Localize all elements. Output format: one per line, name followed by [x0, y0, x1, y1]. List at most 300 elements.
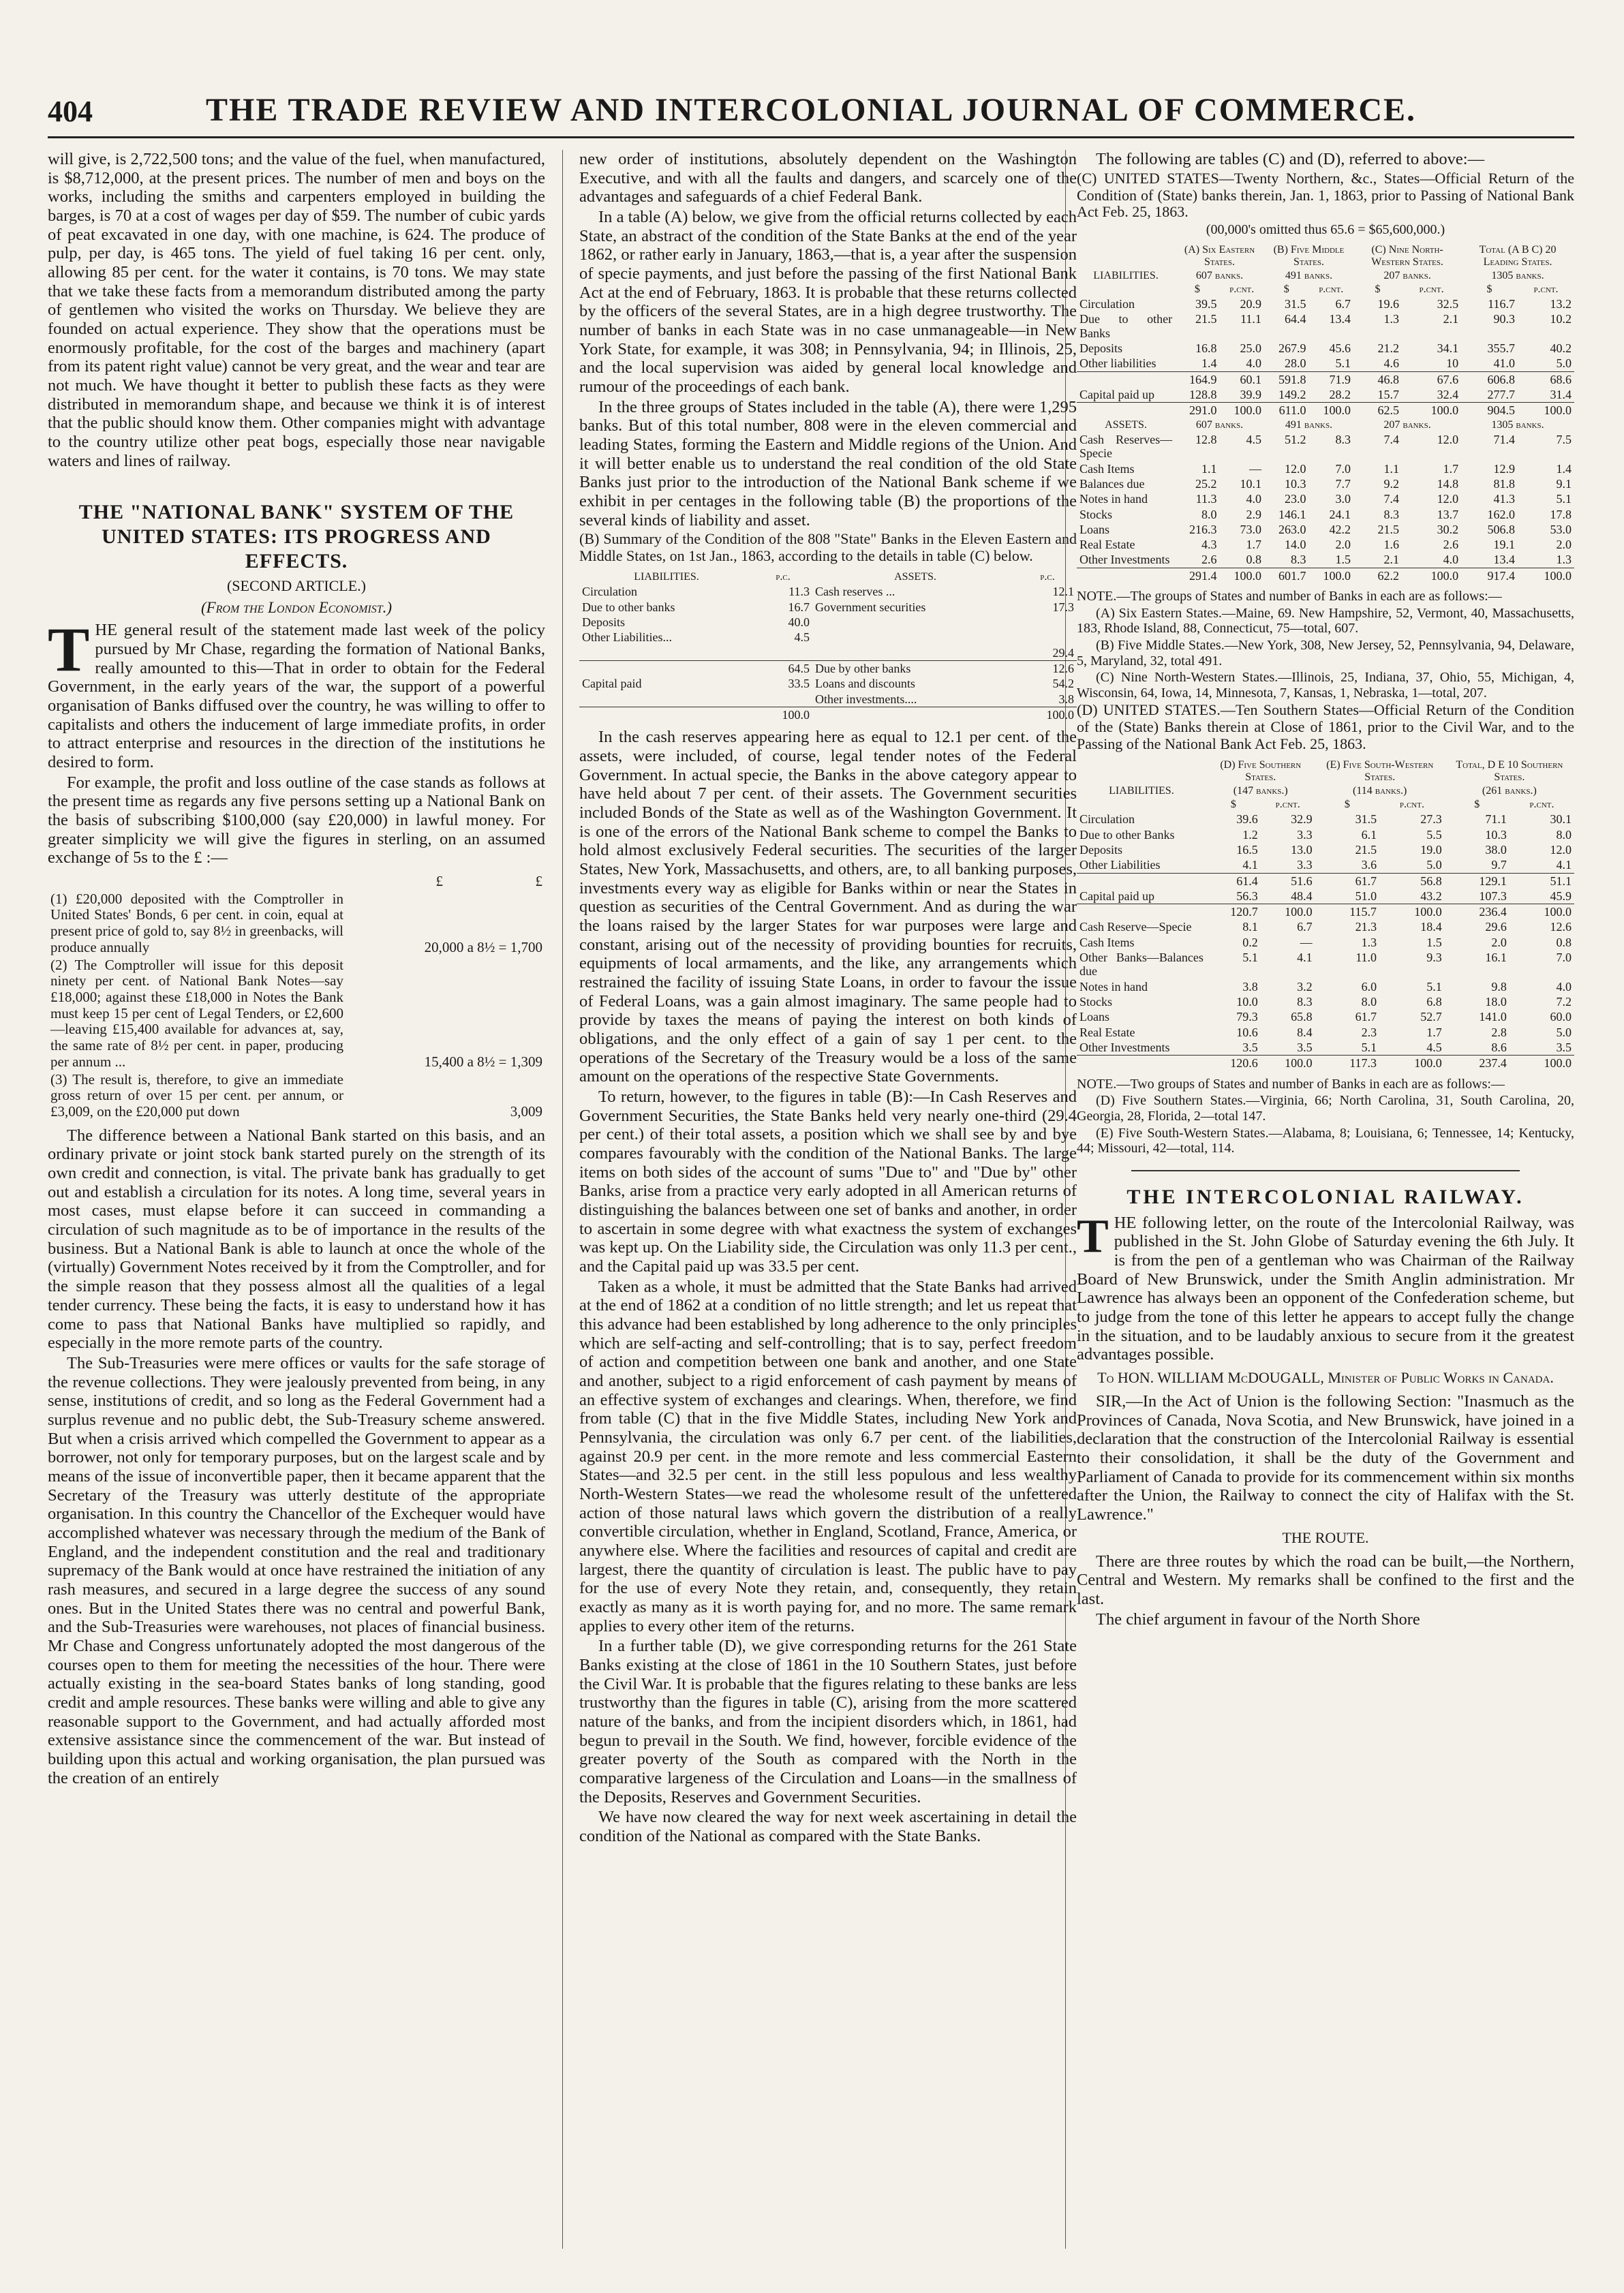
article-headline: THE INTERCOLONIAL RAILWAY.: [1127, 1185, 1525, 1208]
table-cell: 51.1: [1510, 873, 1574, 889]
table-c: [1077, 243, 1574, 583]
table-cell: 17.8: [1550, 507, 1572, 521]
note-item: (D) Five Southern States.—Virginia, 66; North Carolina, 31, South Carolina, 20, Georgia, 28, Florida, 2—total 147.: [1077, 1093, 1574, 1124]
table-cell: 100.0: [1379, 904, 1445, 920]
table-cell: 611.0: [1264, 403, 1309, 418]
table-cell: 237.4: [1445, 1056, 1510, 1071]
table-row: [579, 707, 1077, 722]
table-cell: 120.7: [1206, 904, 1261, 920]
table-cell: 21.2: [1377, 341, 1399, 356]
table-cell: 48.4: [1291, 889, 1313, 903]
column-header: (147 banks.): [1233, 785, 1288, 797]
row-label: Circulation: [582, 585, 637, 599]
table-cell: 19.1: [1493, 538, 1515, 552]
note-item: (E) Five South-Western States.—Alabama, 8; Louisiana, 6; Tennessee, 14; Kentucky, 44; Missouri, 42—total, 114.: [1077, 1125, 1574, 1156]
table-cell: 107.3: [1479, 889, 1507, 903]
table-cell: 3.0: [1335, 492, 1351, 506]
table-cell: 291.0: [1175, 403, 1219, 418]
row-label: Capital paid up: [1079, 889, 1154, 903]
table-cell: 56.3: [1236, 889, 1258, 903]
table-row: [579, 692, 1077, 707]
table-cell: 6.7: [1335, 297, 1351, 311]
table-cell: 62.2: [1353, 568, 1402, 583]
table-cell: —: [1248, 461, 1261, 476]
table-row: [1077, 269, 1574, 283]
row-label: Circulation: [1079, 812, 1135, 827]
column-header: [1077, 283, 1175, 296]
table-cell: 100.0: [1220, 568, 1264, 583]
row-label: Other Investments: [1079, 553, 1170, 567]
table-cell: 8.3: [1297, 995, 1313, 1009]
column-header: 207 banks.: [1383, 418, 1431, 431]
table-cell: 100.0: [1510, 904, 1574, 920]
column-header: Total (A B C) 20 Leading States.: [1479, 243, 1557, 268]
table-cell: 9.1: [1556, 476, 1572, 491]
table-cell: 14.0: [1284, 538, 1306, 552]
column-header: 491 banks.: [1285, 270, 1333, 281]
table-cell: 21.3: [1355, 920, 1377, 934]
table-cell: 6.0: [1361, 979, 1377, 994]
article-headline: THE "NATIONAL BANK" SYSTEM OF THE UNITED STATES: ITS PROGRESS AND EFFECTS.: [78, 501, 515, 573]
row-label: [1077, 371, 1175, 387]
table-cell: 4.0: [1556, 979, 1572, 994]
table-cell: 100.0: [1510, 1056, 1574, 1071]
table-cell: 16.8: [1195, 341, 1217, 356]
table-cell: 2.8: [1491, 1025, 1507, 1039]
running-title: THE TRADE REVIEW AND INTERCOLONIAL JOURNAL OF COMMERCE.: [205, 92, 1416, 128]
column-header: $: [1375, 283, 1381, 296]
table-cell: 5.1: [1335, 356, 1351, 371]
row-label: [812, 615, 1018, 630]
table-cell: 100.0: [1402, 403, 1461, 418]
table-row: [1077, 243, 1574, 269]
column-header: LIABILITIES.: [1093, 270, 1159, 281]
calc-value: 3,009: [510, 1103, 542, 1120]
table-cell: 8.3: [1383, 507, 1399, 521]
calc-item: (1) £20,000 deposited with the Comptroller in United States' Bonds, 6 per cent. in coin, equal at present price of gold to, say 8½ in greenbacks, will produce annually: [50, 890, 343, 955]
table-cell: 8.1: [1242, 920, 1258, 934]
table-cell: 9.2: [1383, 476, 1399, 491]
note-item: (C) Nine North-Western States.—Illinois, 25, Indiana, 37, Ohio, 55, Michigan, 4, Wisconsin, 64, Iowa, 14, Minnesota, 7, Kansas, 1, Nebraska, 1—total, 207.: [1077, 670, 1574, 701]
column-header: 1305 banks.: [1491, 418, 1544, 431]
table-cell: 4.5: [1246, 432, 1261, 446]
table-cell: 12.1: [1052, 585, 1074, 599]
table-cell: 10.2: [1550, 312, 1572, 326]
table-cell: 71.1: [1485, 812, 1507, 827]
paragraph: SIR,—In the Act of Union is the following Section: "Inasmuch as the Provinces of Canada, Nova Scotia, and New Brunswick, have joined in a declaration that the construction of the Intercolonial Railway is essential to their consolidation, it shall be the duty of the Government and Parliament of Canada to provide for its commencement within six months after the Union, the Railway to connect the city of Halifax with the St. Lawrence.": [1077, 1391, 1574, 1524]
paragraph: THE following letter, on the route of the Intercolonial Railway, was published in the St. John Globe of Saturday evening the 6th July. It is from the pen of a gentleman who was Chairman of the Railway Board of New Brunswick, under the Smith Anglin administration. Mr Lawrence has always been an opponent of the Confederation scheme, but to judge from the tone of this letter he appears to accept fully the change in the situation, and to be laudably anxious to secure from it the greatest advantages possible.: [1077, 1210, 1574, 1364]
table-cell: 40.0: [788, 615, 810, 629]
row-label: [812, 630, 1018, 645]
column-header: p.cnt.: [1533, 283, 1559, 296]
row-label: [579, 692, 754, 707]
table-row: [1077, 403, 1574, 418]
table-cell: 21.5: [1195, 312, 1217, 326]
table-cell: 3.8: [1058, 692, 1074, 706]
table-cell: 68.6: [1518, 371, 1574, 387]
table-row: [1077, 371, 1574, 387]
table-row: [1077, 568, 1574, 583]
table-row: [1077, 994, 1574, 1009]
table-cell: 25.0: [1240, 341, 1261, 356]
table-row: [1077, 950, 1574, 979]
table-cell: 601.7: [1264, 568, 1309, 583]
row-label: Due to other Banks: [1079, 827, 1175, 842]
table-row: [1077, 418, 1574, 432]
row-label: Other Liabilities: [1079, 858, 1161, 872]
table-cell: 21.5: [1355, 842, 1377, 857]
table-row: [1077, 812, 1574, 827]
table-cell: 46.8: [1353, 371, 1402, 387]
row-label: Due to other banks: [582, 600, 675, 614]
note-item: (A) Six Eastern States.—Maine, 69. New Hampshire, 52, Vermont, 40, Massachusetts, 183, Rhode Island, 88, Connecticut, 75—total, 607.: [1077, 605, 1574, 636]
table-cell: 30.1: [1550, 812, 1572, 827]
paragraph: The difference between a National Bank started on this basis, and an ordinary private or joint stock bank started purely on the strength of its own credit and connection, is vital. The private bank has gradually to get out and establish a circulation for its notes. A long time, several years in most cases, must elapse before it can succeed in commanding a circulation of such magnitude as to be of importance in the results of the business. But a National Bank is able to launch at once the whole of the (virtually) Government Notes received by it from the Comptroller, and for the simple reason that they possess almost all the qualities of a legal tender currency. These being the facts, it is easy to understand how it has come to pass that National Banks have multiplied so rapidly, and especially in the more remote parts of the country.: [48, 1126, 545, 1353]
table-cell: 1.5: [1426, 935, 1442, 949]
row-label: [812, 645, 1018, 661]
table-row: [579, 615, 1077, 630]
table-cell: 13.4: [1329, 312, 1351, 326]
table-cell: 2.6: [1443, 538, 1459, 552]
table-cell: 1.3: [1361, 935, 1377, 949]
page-number: 404: [48, 95, 93, 128]
column-2: [579, 150, 1077, 2249]
table-row: [579, 584, 1077, 599]
row-label: Stocks: [1079, 995, 1113, 1009]
paragraph: THE general result of the statement made last week of the policy pursued by Mr Chase, regarding the formation of National Banks, really amounted to this—That in order to obtain for the Federal Government, in the early years of the war, the support of a powerful organisation of Banks diffused over the country, he was willing to offer to capitalists and others the inducement of large immediate profits, in order to attract enterprise and resources in the direction of the institutions he desired to form.: [48, 615, 545, 771]
table-cell: 100.0: [1379, 1056, 1445, 1071]
column-header: p.cnt.: [1419, 283, 1444, 296]
table-cell: 267.9: [1278, 341, 1306, 356]
row-label: [1077, 403, 1175, 418]
table-cell: 8.4: [1297, 1025, 1313, 1039]
table-cell: 20.9: [1240, 297, 1261, 311]
table-row: [1077, 296, 1574, 311]
row-label: Real Estate: [1079, 538, 1135, 552]
table-cell: 2.0: [1556, 538, 1572, 552]
table-cell: 51.2: [1284, 432, 1306, 446]
table-cell: 31.5: [1355, 812, 1377, 827]
table-cell: 10.1: [1240, 476, 1261, 491]
column-header: p.cnt.: [1319, 283, 1344, 296]
table-cell: 1.1: [1383, 461, 1399, 476]
table-cell: 5.1: [1242, 951, 1258, 965]
table-cell: 10.0: [1236, 995, 1258, 1009]
table-cell: 1.5: [1335, 553, 1351, 567]
letter-address: To HON. WILLIAM McDOUGALL, Minister of Public Works in Canada.: [1097, 1369, 1554, 1387]
column-header: p.c.: [1040, 571, 1055, 583]
table-cell: 277.7: [1487, 388, 1515, 402]
table-cell: 3.3: [1297, 858, 1313, 872]
column-1: [48, 150, 545, 2249]
table-cell: 29.4: [1052, 645, 1074, 660]
table-cell: 60.1: [1220, 371, 1264, 387]
table-cell: 100.0: [1402, 568, 1461, 583]
table-cell: 13.2: [1550, 297, 1572, 311]
table-cell: 5.0: [1556, 356, 1572, 371]
table-cell: 164.9: [1175, 371, 1219, 387]
table-cell: 25.2: [1195, 476, 1217, 491]
column-header: $: [1474, 799, 1480, 811]
column-header: (C) Nine North-Western States.: [1371, 243, 1443, 268]
table-cell: 3.5: [1242, 1041, 1258, 1055]
table-cell: 162.0: [1487, 507, 1515, 521]
table-cell: 216.3: [1189, 522, 1217, 536]
table-cell: 10.3: [1485, 827, 1507, 842]
table-cell: 263.0: [1278, 522, 1306, 536]
paragraph: The following are tables (C) and (D), referred to above:—: [1096, 150, 1485, 168]
table-b: [579, 570, 1077, 722]
column-header: $: [1486, 283, 1492, 296]
paragraph: We have now cleared the way for next week ascertaining in detail the condition of the National as compared with the State Banks.: [579, 1808, 1077, 1846]
table-cell: 606.8: [1461, 371, 1518, 387]
row-label: [579, 660, 754, 676]
table-row: [1077, 356, 1574, 371]
article-source: (From the London Economist.): [200, 599, 393, 617]
currency-head: £: [535, 873, 542, 889]
table-cell: 54.2: [1052, 677, 1074, 691]
table-cell: 90.3: [1493, 312, 1515, 326]
table-row: [1077, 857, 1574, 873]
table-row: [579, 600, 1077, 615]
column-header: (114 banks.): [1353, 785, 1407, 797]
table-cell: 4.5: [794, 630, 810, 645]
section-divider: [1131, 1170, 1520, 1171]
table-cell: 18.4: [1420, 920, 1442, 934]
table-cell: 149.2: [1278, 388, 1306, 402]
column-header: [1077, 758, 1206, 784]
column-header: (B) Five Middle States.: [1273, 243, 1345, 268]
table-cell: 100.0: [1518, 568, 1574, 583]
table-cell: 120.6: [1206, 1056, 1261, 1071]
table-cell: 51.6: [1261, 873, 1315, 889]
table-cell: 17.3: [1052, 600, 1074, 614]
table-c-head: [1077, 243, 1574, 296]
table-cell: 4.3: [1201, 538, 1217, 552]
table-cell: 100.0: [1261, 1056, 1315, 1071]
table-cell: 40.2: [1550, 341, 1572, 356]
table-row: [1077, 491, 1574, 506]
table-cell: 1.3: [1383, 312, 1399, 326]
table-cell: 100.0: [1018, 707, 1077, 722]
table-cell: 52.7: [1420, 1010, 1442, 1024]
paragraph: To return, however, to the figures in table (B):—In Cash Reserves and Government Securities, the State Banks held very nearly one-third (29.4 per cent.) of their total assets, a position which we shall see by and bye compares favourably with the condition of the National Banks. The large items on both sides of the account of sums "Due to" and "Due by" other Banks, arise from a practice very early adopted in all American returns of distinguishing the balances between one set of banks and another, in order to ascertain in some degree with what exactness the system of exchanges was kept up. On the Liability side, the Circulation was only 11.3 per cent., and the Capital paid up was 33.5 per cent.: [579, 1087, 1077, 1276]
table-cell: 3.2: [1297, 979, 1313, 994]
column-3: [1077, 150, 1574, 2249]
table-cell: 904.5: [1461, 403, 1518, 418]
table-cell: 43.2: [1420, 889, 1442, 903]
table-cell: 28.0: [1284, 356, 1306, 371]
table-cell: [1018, 615, 1077, 630]
row-label: Real Estate: [1079, 1025, 1135, 1039]
table-cell: 1.2: [1242, 827, 1258, 842]
column-header: p.cnt.: [1229, 283, 1255, 296]
row-label: Other Banks—Balances due: [1079, 951, 1204, 979]
table-cell: 15.7: [1377, 388, 1399, 402]
table-cell: 2.3: [1361, 1025, 1377, 1039]
table-d-note-heading: NOTE.—Two groups of States and number of Banks in each are as follows:—: [1077, 1076, 1505, 1092]
table-cell: 13.7: [1437, 507, 1459, 521]
table-row: [1077, 889, 1574, 904]
table-c-note: (00,000's omitted thus 65.6 = $65,600,000.): [1206, 222, 1445, 238]
drop-cap: T: [48, 615, 90, 685]
table-cell: 16.5: [1236, 842, 1258, 857]
table-cell: 81.8: [1493, 476, 1515, 491]
table-cell: 8.0: [1361, 995, 1377, 1009]
table-cell: [754, 692, 812, 707]
table-cell: 2.0: [1491, 935, 1507, 949]
table-cell: 1.3: [1556, 553, 1572, 567]
table-cell: 16.7: [788, 600, 810, 614]
paragraph: For example, the profit and loss outline of the case stands as follows at the present time as regards any five persons setting up a National Bank on the basis of subscribing $100,000 (say £20,000) in lawful money. For greater simplicity we will give the figures in sterling, on an assumed exchange of 5s to the £ :—: [48, 773, 545, 867]
table-cell: 19.0: [1420, 842, 1442, 857]
column-header: LIABILITIES.: [1109, 785, 1174, 797]
column-header: 491 banks.: [1285, 418, 1333, 431]
table-cell: 8.3: [1335, 432, 1351, 446]
table-row: [1077, 507, 1574, 522]
table-cell: 2.1: [1383, 553, 1399, 567]
table-cell: 61.7: [1315, 873, 1379, 889]
table-cell: 506.8: [1487, 522, 1515, 536]
table-cell: 39.9: [1240, 388, 1261, 402]
profit-calculation: [48, 873, 545, 1121]
column-header: $: [1194, 283, 1200, 296]
table-cell: 18.0: [1485, 995, 1507, 1009]
table-row: [1077, 522, 1574, 537]
table-cell: 31.4: [1550, 388, 1572, 402]
table-c-caption: (C) UNITED STATES—Twenty Northern, &c., States—Official Return of the Condition of (State) banks therein, Jan. 1, 1863, prior to Passing of National Bank Act Feb. 25, 1863.: [1077, 169, 1574, 221]
table-cell: 6.7: [1297, 920, 1313, 934]
table-cell: 60.0: [1550, 1010, 1572, 1024]
table-row: [1077, 461, 1574, 476]
table-cell: 41.0: [1493, 356, 1515, 371]
table-row: [579, 676, 1077, 691]
table-cell: 67.6: [1402, 371, 1461, 387]
table-cell: 12.9: [1493, 461, 1515, 476]
table-cell: 12.0: [1284, 461, 1306, 476]
table-row: [1077, 784, 1574, 798]
table-cell: 42.2: [1329, 522, 1351, 536]
table-cell: 4.6: [1383, 356, 1399, 371]
table-cell: 71.9: [1308, 371, 1353, 387]
paragraph: In the three groups of States included in the table (A), there were 1,295 banks. But of this total number, 808 were in the eleven commercial and leading States, forming the Eastern and Middle regions of the Union. And it will better enable us to understand the real condition of the old State Banks just prior to the introduction of the National Bank scheme if we exhibit in per centages in the following table (B) the proportions of the several kinds of liability and asset.: [579, 397, 1077, 529]
row-label: [579, 645, 754, 661]
column-header: $: [1344, 799, 1350, 811]
table-cell: 41.3: [1493, 492, 1515, 506]
table-cell: 31.5: [1284, 297, 1306, 311]
table-cell: 355.7: [1487, 341, 1515, 356]
table-row: [1077, 1056, 1574, 1071]
row-label: Loans: [1079, 522, 1109, 536]
row-label: [1077, 568, 1175, 583]
table-cell: 100.0: [1261, 904, 1315, 920]
row-label: [1077, 873, 1206, 889]
table-cell: 32.9: [1291, 812, 1313, 827]
table-cell: 62.5: [1353, 403, 1402, 418]
table-cell: —: [1300, 935, 1313, 949]
table-cell: 4.1: [1242, 858, 1258, 872]
row-label: Loans and discounts: [814, 677, 915, 691]
table-cell: 6.8: [1426, 995, 1442, 1009]
column-header: ASSETS.: [894, 571, 936, 583]
table-cell: 1.7: [1443, 461, 1459, 476]
table-cell: 100.0: [1308, 403, 1353, 418]
row-label: Circulation: [1079, 297, 1135, 311]
table-cell: 129.1: [1445, 873, 1510, 889]
row-label: Cash Items: [1079, 461, 1135, 476]
table-cell: 8.0: [1201, 507, 1217, 521]
table-d-caption: (D) UNITED STATES.—Ten Southern States—Official Return of the Condition of the (State) Banks therein at Close of 1861, prior to the Civil War, and to the Passing of the National Bank Act Feb. 25, 1863.: [1077, 701, 1574, 753]
section-subhead: THE ROUTE.: [1282, 1528, 1369, 1546]
table-cell: 73.0: [1240, 522, 1261, 536]
table-row: [1077, 1025, 1574, 1040]
table-cell: 7.4: [1383, 492, 1399, 506]
table-cell: 5.0: [1426, 858, 1442, 872]
table-row: [1077, 904, 1574, 920]
table-cell: 100.0: [754, 707, 812, 722]
row-label: [812, 707, 1018, 722]
column-header: $: [1283, 283, 1289, 296]
table-cell: 3.5: [1297, 1041, 1313, 1055]
table-cell: 4.0: [1246, 492, 1261, 506]
table-row: [579, 645, 1077, 661]
table-row: [1077, 1009, 1574, 1024]
row-label: Government securities: [814, 600, 926, 614]
column-header: p.cnt.: [1399, 799, 1424, 811]
table-d: [1077, 758, 1574, 1071]
table-cell: 12.8: [1195, 432, 1217, 446]
row-label: Other Liabilities...: [582, 630, 672, 645]
table-cell: 9.8: [1491, 979, 1507, 994]
table-cell: 1.4: [1556, 461, 1572, 476]
table-row: [1077, 432, 1574, 461]
table-cell: 34.1: [1437, 341, 1459, 356]
calc-value: 20,000 a 8½ = 1,700: [424, 938, 542, 955]
row-label: Other investments....: [814, 692, 917, 706]
table-cell: 9.7: [1491, 858, 1507, 872]
table-cell: 39.6: [1236, 812, 1258, 827]
table-cell: 45.6: [1329, 341, 1351, 356]
table-cell: 61.7: [1355, 1010, 1377, 1024]
table-row: [1077, 283, 1574, 296]
table-cell: 11.3: [788, 585, 810, 599]
table-cell: 917.4: [1461, 568, 1518, 583]
table-cell: 8.3: [1290, 553, 1306, 567]
table-cell: 11.3: [1195, 492, 1217, 506]
table-cell: 2.1: [1443, 312, 1459, 326]
table-row: [579, 660, 1077, 676]
table-cell: 4.0: [1443, 553, 1459, 567]
table-cell: 3.8: [1242, 979, 1258, 994]
table-b-body: [579, 584, 1077, 722]
column-header: ASSETS.: [1105, 418, 1147, 431]
table-cell: 8.0: [1556, 827, 1572, 842]
table-cell: 8.6: [1491, 1041, 1507, 1055]
table-cell: 1.6: [1383, 538, 1399, 552]
row-label: Deposits: [1079, 341, 1122, 356]
table-cell: 71.4: [1493, 432, 1515, 446]
calc-item: (3) The result is, therefore, to give an immediate gross return of over 15 per cent. per annum, or £3,009, on the £20,000 put down: [50, 1071, 343, 1120]
paragraph: In the cash reserves appearing here as equal to 12.1 per cent. of the assets, were included, of course, legal tender notes of the Federal Government. In actual specie, the Banks in the above category appear to have held about 7 per cent. of their assets. The Government securities included Bonds of the State as well as of the Washington Government. It is one of the errors of the National Bank scheme to compel the Banks to hold almost exclusively Federal securities. The securities of the larger States, New York, Massachusetts, and others, are, to all banking purposes, investments every way as eligible for Banks within or near the States in question as securities of the Central Government. And as during the war the loans raised by the larger States for war purposes were large and constant, arising out of the necessity of providing bounties for recruits, equipments of local armaments, and the like, any arrangements which restrained the facility of issuing State Loans, in order to favour the issue of Federal Loans, was a gain almost imaginary. The same people had to provide by taxes the means of paying the interest on both kinds of obligations, and the only effect of a gain of say 1 per cent. to the operations of the Secretary of the Treasury would be a loss of the same amount on the operations of the respective State Governments.: [579, 728, 1077, 1086]
column-header: [1077, 798, 1206, 812]
table-cell: 38.0: [1485, 842, 1507, 857]
row-label: Cash Reserves—Specie: [1079, 432, 1173, 461]
table-cell: 7.4: [1383, 432, 1399, 446]
table-cell: 30.2: [1437, 522, 1459, 536]
paragraph: The chief argument in favour of the North Shore: [1096, 1610, 1420, 1629]
calc-item: (2) The Comptroller will issue for this deposit ninety per cent. of National Bank Notes—say £18,000; against these £18,000 in Notes the Bank must keep 15 per cent of Legal Tenders, or £2,600—leaving £15,400 available for advances at, say, the same rate of 8½ per cent. in paper, producing per annum ...: [50, 956, 343, 1070]
paragraph: In a further table (D), we give corresponding returns for the 261 State Banks existing at the close of 1861 in the 10 Southern States, just before the Civil War. It is probable that the figures relating to these banks are less trustworthy than the figures in table (C), arising from the more scattered nature of the banks, and from the incipient disorders which, in 1861, had begun to prevail in the South. We find, however, forcible evidence of the greater poverty of the South as compared with the North in the comparative largeness of the Circulation and Loans—in the smallness of the Deposits, Reserves and Government Securities.: [579, 1637, 1077, 1806]
